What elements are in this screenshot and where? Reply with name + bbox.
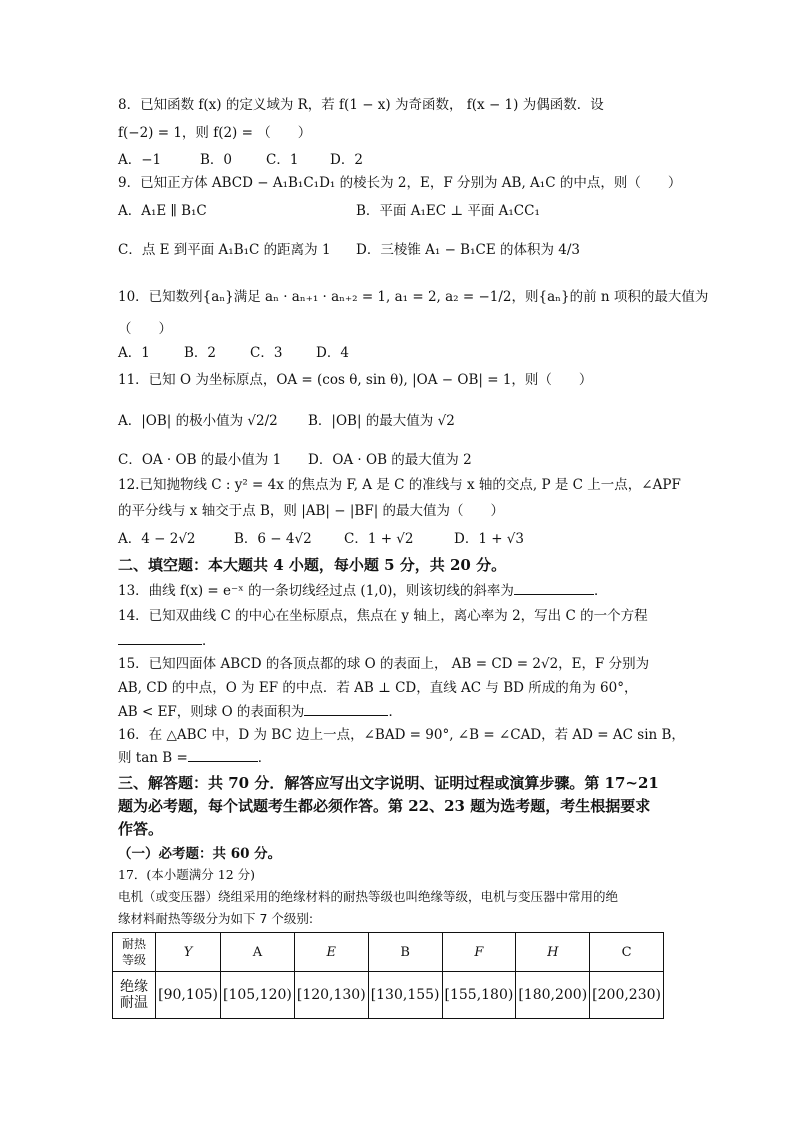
insulation-grade-table [112, 932, 664, 1019]
row1-header-part2: 等级 [122, 953, 147, 967]
q10-option-a: A．1 [118, 345, 150, 361]
q8-line1: 8．已知函数 f(x) 的定义域为 R，若 f(1 − x) 为奇函数， f(x − 1) 为偶函数．设 [118, 97, 604, 113]
q11-line1: 11．已知 O 为坐标原点，OA = (cos θ, sin θ), |OA − OB| = 1，则（ ） [118, 372, 593, 388]
table-row [113, 972, 664, 1019]
q8-line2: f(−2) = 1，则 f(2) = （ ） [118, 125, 312, 141]
subsection-required: （一）必考题：共 60 分。 [118, 846, 282, 862]
grade-cell: B [368, 933, 442, 972]
range-cell: [130,155) [368, 972, 442, 1019]
row1-header-part1: 耐热 [122, 937, 147, 951]
q9-option-a: A．A₁E ∥ B₁C [118, 203, 207, 219]
q10-line1: 10．已知数列{aₙ}满足 aₙ · aₙ₊₁ · aₙ₊₂ = 1, a₁ = 2, a₂ = −1/2，则{aₙ}的前 n 项积的最大值为 [118, 289, 709, 305]
row2-header-part1: 绝缘 [120, 979, 149, 995]
q9-option-d: D．三棱锥 A₁ − B₁CE 的体积为 4/3 [356, 242, 580, 258]
q15-line2: AB, CD 的中点，O 为 EF 的中点．若 AB ⊥ CD，直线 AC 与 BD 所成的角为 60°， [118, 680, 638, 696]
section-answer-line1: 三、解答题：共 70 分．解答应写出文字说明、证明过程或演算步骤。第 17~21 [118, 774, 659, 792]
q10-option-d: D．4 [316, 345, 349, 361]
q13-text: 13．曲线 f(x) = e⁻ˣ 的一条切线经过点 (1,0)，则该切线的斜率为 [118, 583, 514, 599]
q12-line2: 的平分线与 x 轴交于点 B，则 |AB| − |BF| 的最大值为（ ） [118, 503, 505, 519]
q8-option-b: B．0 [200, 152, 233, 168]
row2-header-part2: 耐温 [120, 995, 149, 1011]
q12-option-b: B．6 − 4√2 [234, 531, 312, 547]
q16-line2-text: 则 tan B = [118, 750, 188, 766]
q16-line1: 16．在 △ABC 中，D 为 BC 边上一点，∠BAD = 90°, ∠B = ∠CAD，若 AD = AC sin B， [118, 727, 685, 743]
q14-answer-blank[interactable] [118, 632, 202, 645]
grade-cell: C [590, 933, 664, 972]
q15-line3-text: AB < EF，则球 O 的表面积为 [118, 704, 305, 720]
q11-option-d: D．OA · OB 的最大值为 2 [308, 452, 472, 468]
q8-option-c: C．1 [266, 152, 299, 168]
q17-line2: 缘材料耐热等级分为如下 7 个级别: [118, 911, 314, 926]
q14-line1: 14．已知双曲线 C 的中心在坐标原点，焦点在 y 轴上，离心率为 2，写出 C 的一个方程 [118, 608, 648, 624]
q15-answer-blank[interactable] [304, 703, 388, 716]
q9-option-b: B．平面 A₁EC ⊥ 平面 A₁CC₁ [356, 203, 540, 219]
q10-option-c: C．3 [250, 345, 283, 361]
q11-option-c: C．OA · OB 的最小值为 1 [118, 452, 282, 468]
q10-option-b: B．2 [184, 345, 217, 361]
grade-cell: H [516, 933, 590, 972]
q14-line2: ． [118, 632, 216, 650]
table-row2-header [113, 972, 156, 1019]
range-cell: [155,180) [442, 972, 516, 1019]
q17-line1: 电机（或变压器）绕组采用的绝缘材料的耐热等级也叫绝缘等级，电机与变压器中常用的绝 [118, 889, 619, 904]
q8-option-d: D．2 [330, 152, 363, 168]
section-answer-line2: 题为必考题，每个试题考生都必须作答。第 22、23 题为选考题，考生根据要求 [118, 797, 651, 815]
table-row [113, 933, 664, 972]
range-cell: [90,105) [156, 972, 221, 1019]
q12-option-a: A．4 − 2√2 [118, 531, 196, 547]
grade-cell: Y [156, 933, 221, 972]
q12-option-c: C．1 + √2 [344, 531, 414, 547]
q16-answer-blank[interactable] [188, 749, 258, 762]
q13: 13．曲线 f(x) = e⁻ˣ 的一条切线经过点 (1,0)，则该切线的斜率为 ． [118, 583, 608, 599]
table-row1-header [113, 933, 156, 972]
range-cell: [120,130) [294, 972, 368, 1019]
range-cell: [180,200) [516, 972, 590, 1019]
range-cell: [105,120) [221, 972, 295, 1019]
q15-line3: AB < EF，则球 O 的表面积为 ． [118, 704, 402, 720]
q9-option-c: C．点 E 到平面 A₁B₁C 的距离为 1 [118, 242, 331, 258]
q13-answer-blank[interactable] [514, 582, 594, 595]
section-fill-in-title: 二、填空题：本大题共 4 小题，每小题 5 分，共 20 分。 [118, 556, 507, 574]
q11-option-b: B．|OB| 的最大值为 √2 [308, 413, 455, 429]
q8-option-a: A．−1 [118, 152, 162, 168]
q15-line1: 15．已知四面体 ABCD 的各顶点都的球 O 的表面上， AB = CD = 2√2，E，F 分别为 [118, 656, 650, 672]
q11-option-a: A．|OB| 的极小值为 √2/2 [118, 413, 278, 429]
section-answer-line3: 作答。 [118, 820, 164, 838]
q12-line1: 12.已知抛物线 C : y² = 4x 的焦点为 F, A 是 C 的准线与 x 轴的交点, P 是 C 上一点，∠APF [118, 477, 681, 493]
grade-cell: E [294, 933, 368, 972]
q9-line1: 9．已知正方体 ABCD − A₁B₁C₁D₁ 的棱长为 2，E，F 分别为 AB, A₁C 的中点，则（ ） [118, 175, 682, 191]
range-cell: [200,230) [590, 972, 664, 1019]
q16-line2: 则 tan B = ． [118, 750, 272, 766]
q12-option-d: D．1 + √3 [454, 531, 524, 547]
q10-line2: （ ） [118, 321, 172, 337]
grade-cell: F [442, 933, 516, 972]
grade-cell: A [221, 933, 295, 972]
q17-head: 17．(本小题满分 12 分) [118, 867, 256, 882]
